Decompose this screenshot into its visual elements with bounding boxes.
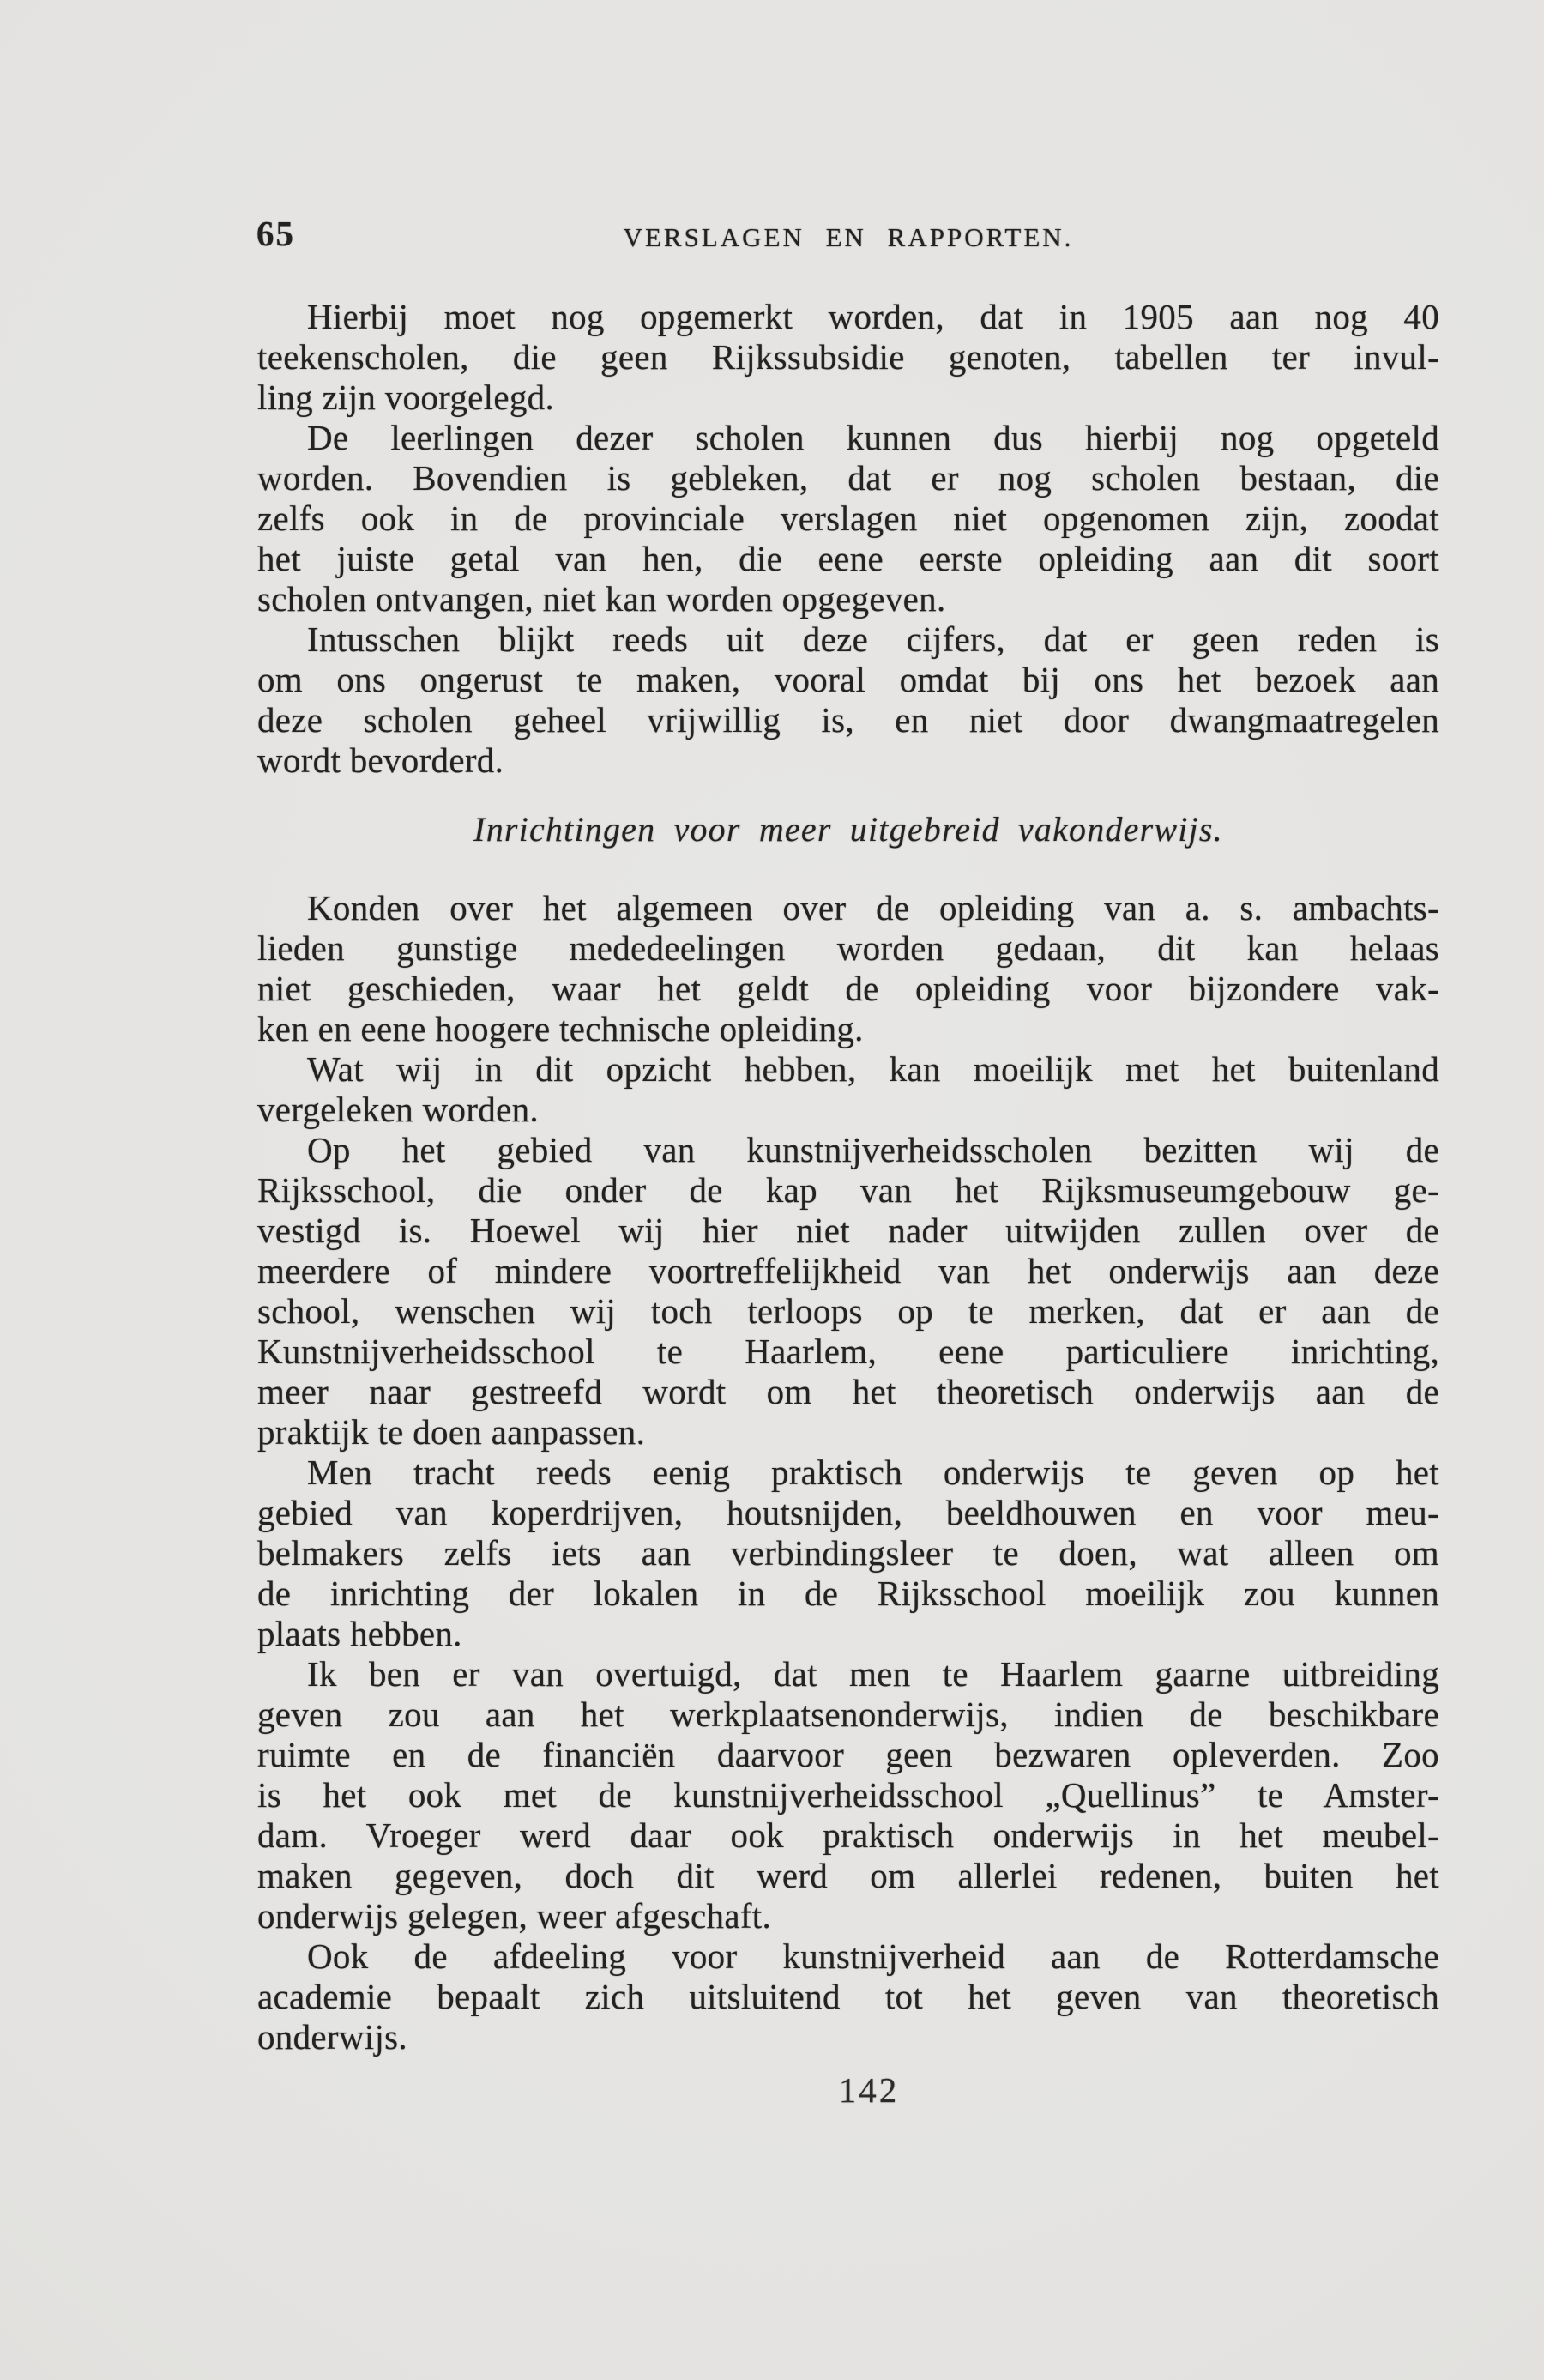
text-line: wordt bevorderd.: [257, 740, 504, 780]
text-line: De leerlingen dezer scholen kunnen dus hierbij nog opgeteld: [307, 418, 1439, 457]
text-line: Ik ben er van overtuigd, dat men te Haarlem gaarne uitbreiding: [307, 1654, 1439, 1694]
text-line: worden. Bovendien is gebleken, dat er nog scholen bestaan, die: [257, 458, 1439, 498]
text-line: Ook de afdeeling voor kunstnijverheid aan de Rotterdamsche: [307, 1936, 1439, 1976]
text-line: school, wenschen wij toch terloops op te merken, dat er aan de: [257, 1291, 1439, 1331]
text-line: ling zijn voorgelegd.: [257, 378, 555, 417]
text-line: onderwijs gelegen, weer afgeschaft.: [257, 1896, 772, 1936]
text-line: zelfs ook in de provinciale verslagen niet opgenomen zijn, zoodat: [257, 498, 1439, 538]
header-running-title: VERSLAGEN EN RAPPORTEN.: [623, 222, 1074, 252]
text-line: Men tracht reeds eenig praktisch onderwijs te geven op het: [307, 1453, 1439, 1492]
footer-page-number: 142: [838, 2070, 900, 2110]
text-line: dam. Vroeger werd daar ook praktisch onderwijs in het meubel-: [257, 1815, 1439, 1855]
text-block: [257, 297, 1439, 2057]
text-line: meerdere of mindere voortreffelijkheid van het onderwijs aan deze: [257, 1251, 1439, 1290]
text-line: gebied van koperdrijven, houtsnijden, beeldhouwen en voor meu-: [257, 1493, 1439, 1532]
text-line: praktijk te doen aanpassen.: [257, 1412, 646, 1452]
text-line: plaats hebben.: [257, 1614, 462, 1653]
text-line: om ons ongerust te maken, vooral omdat bij ons het bezoek aan: [257, 660, 1439, 699]
text-line: maken gegeven, doch dit werd om allerlei redenen, buiten het: [257, 1856, 1439, 1895]
text-line: lieden gunstige mededeelingen worden gedaan, dit kan helaas: [257, 928, 1439, 968]
text-line: academie bepaalt zich uitsluitend tot het geven van theoretisch: [257, 1977, 1439, 2016]
section-heading: Inrichtingen voor meer uitgebreid vakonderwijs.: [473, 810, 1223, 849]
text-line: Hierbij moet nog opgemerkt worden, dat in 1905 aan nog 40: [307, 297, 1439, 336]
text-line: meer naar gestreefd wordt om het theoretisch onderwijs aan de: [257, 1372, 1439, 1411]
text-line: Rijksschool, die onder de kap van het Rijksmuseumgebouw ge-: [257, 1170, 1439, 1210]
text-line: het juiste getal van hen, die eene eerste opleiding aan dit soort: [257, 539, 1439, 578]
text-line: vergeleken worden.: [257, 1090, 539, 1129]
text-line: teekenscholen, die geen Rijkssubsidie genoten, tabellen ter invul-: [257, 337, 1439, 377]
text-line: Kunstnijverheidsschool te Haarlem, eene particuliere inrichting,: [257, 1332, 1439, 1371]
text-line: scholen ontvangen, niet kan worden opgegeven.: [257, 579, 946, 619]
text-line: Op het gebied van kunstnijverheidsscholen bezitten wij de: [307, 1130, 1439, 1169]
header-report-number: 65: [256, 214, 295, 253]
text-line: Intusschen blijkt reeds uit deze cijfers, dat er geen reden is: [307, 619, 1439, 659]
text-line: ruimte en de financiën daarvoor geen bezwaren opleverden. Zoo: [257, 1735, 1439, 1774]
text-line: is het ook met de kunstnijverheidsschool „Quellinus” te Amster-: [257, 1775, 1439, 1815]
text-line: onderwijs.: [257, 2017, 407, 2057]
text-line: de inrichting der lokalen in de Rijksschool moeilijk zou kunnen: [257, 1574, 1439, 1613]
text-line: niet geschieden, waar het geldt de opleiding voor bijzondere vak-: [257, 969, 1439, 1008]
text-line: ken en eene hoogere technische opleiding.: [257, 1009, 864, 1048]
text-line: Wat wij in dit opzicht hebben, kan moeilijk met het buitenland: [307, 1049, 1439, 1089]
text-line: vestigd is. Hoewel wij hier niet nader uitwijden zullen over de: [257, 1211, 1439, 1250]
text-line: Konden over het algemeen over de opleiding van a. s. ambachts-: [307, 888, 1439, 927]
text-line: deze scholen geheel vrijwillig is, en niet door dwangmaatregelen: [257, 700, 1439, 740]
text-line: geven zou aan het werkplaatsenonderwijs, indien de beschikbare: [257, 1694, 1439, 1734]
text-line: belmakers zelfs iets aan verbindingsleer te doen, wat alleen om: [257, 1533, 1439, 1573]
